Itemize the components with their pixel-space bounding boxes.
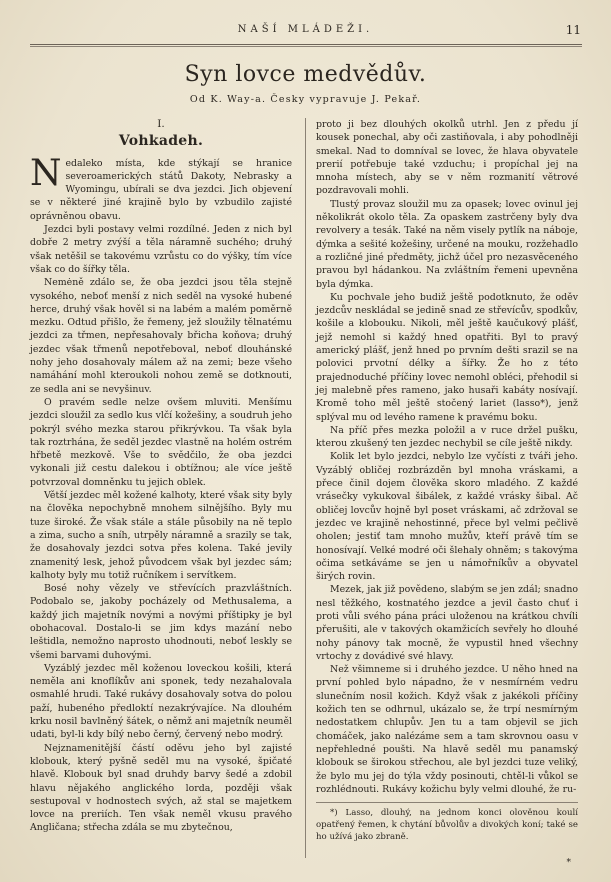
footnote: *) Lasso, dlouhý, na jednom konci olověnou koulí opatřený řemen, k chytání bůvolův a divokých koní; také se ho užívá jako zbraně.: [316, 808, 578, 843]
opening-paragraph: [30, 152, 292, 223]
paragraph: Nemėně zdálo se, že oba jezdci jsou těla stejně vysokého, neboť menší z nich seděl na vysoké hubené herce, druhý však hověl si na labém a malém poměrně mezku. Odtud přišlo, že řemeny, jež sloužily tělnatému jezdci za třmen, nepřesahovaly břicha koňova; druhý jezdec však třmenů nepotřeboval, neboť dlouhánské nohy jeho dosahovaly málem až na zemi; beze všeho namáhání mohl kteroukoli nohou země se dotknouti, ze sedla ani se nevyšinuv.: [30, 277, 292, 395]
paragraph: O pravém sedle nelze ovšem mluviti. Menšímu jezdci sloužil za sedlo kus vlčí kožešiny, a soudruh jeho pokrýl svého mezka starou přikrývkou. Ta však byla tak roztrhána, že seděl jezdec vlastně na holém ostrém hřbetě mezkově. Vše to svědčilo, že oba jezdci vykonali již cestu dalekou i obtížnou; ale více ještě potvrzoval domněnku tu jejich oblek.: [30, 396, 292, 488]
paragraph: Mezek, jak již povědeno, slabým se jen zdál; snadno nesl těžkého, kostnatého jezdce a jevil často chuť i proti vůli svého pána práci uloženou na krátkou chvíli přerušiti, ale v takových okamžicích sevřely ho dlouhé nohy pánovy tak mocně, že vypustil hned všechny vrtochy z dovádivé své hlavy.: [316, 584, 578, 662]
paragraph: Kolik let bylo jezdci, nebylo lze vyčísti z tváři jeho. Vyzáblý obličej rozbrázděn byl mnoha vráskami, a přece činil dojem člověka skoro mladého. Z každé vrásečky vykukoval šibálek, z každé vrásky šibal. Ač obličej lovcův hojně byl poset vráskami, ač zdržoval se jezdec ve krajině nehostinné, přece byl velmi pečlivě oholen; jestiť tam mnoho mužův, kteří právě tím se honosívají. Velké modré oči šlehaly ohněm; s takovýma očima setkáváme se jen u námořníkův a obyvatel širých rovin.: [316, 451, 578, 583]
opening-paragraph-text: edaleko místa, kde stýkají se hranice severoamerických států Dakoty, Nebrasky a Wyomingu, ubírali se dva jezdci. Jich objevení se v některé jiné krajině bylo by vzbudilo zajisté oprávněnou obavu.: [30, 157, 292, 222]
header-rule-secondary: [30, 46, 582, 47]
footnote-rule: [316, 802, 578, 803]
paragraph: Bosé nohy vězely ve střevících prazvláštních. Podobalo se, jakoby pocházely od Methusalema, a každý jich majetník novými a novými příštipky je byl obohacoval. Dostalo-li se jim kdys mazání nebo leštidla, nemožno naprosto uhodnouti, neboť leskly se všemi barvami duhovými.: [30, 583, 292, 661]
chapter-title: Vohkadeh.: [118, 133, 204, 150]
paragraph-continued: proto ji bez dlouhých okolků utrhl. Jen z předu jí kousek ponechal, aby oči zastiňovala, i aby pohodlněji smekal. Nad to domníval se lovec, že hlava obyvatele prerií potřebuje také vzduchu; i propíchal jej na mnoha místech, aby se v něm rozmanití větrové pozdravovali mohli.: [316, 119, 578, 197]
right-column: [316, 118, 578, 843]
paragraph: Ku pochvale jeho budiž ještě podotknuto, že oděv jezdcův neskládal se jedině snad ze střevícův, spodkův, košile a klobouku. Nikoli, měl ještě kaučukový plášť, jejž nemohl si každý hned opatřiti. Byl to pravý americký plášť, jenž hned po prvním dešti srazil se na polovici prvotní délky a šířky. Že ho z této prajednoduché příčiny lovec nemohl obléci, přehodil si jej malebně přes rameno, jako husaři kabáty nosívají. Kromě toho měl ještě stočený lariet (lasso*), jenž splýval mu od levého ramene k pravému boku.: [316, 291, 578, 423]
paragraph: Nejznamenitější částí oděvu jeho byl zajisté klobouk, který pyšně seděl mu na vysoké, špičaté hlavě. Klobouk byl snad druhdy barvy šedé a zdobil hlavu nějakého anglického lorda, později však sestupoval v hodnostech svých, až stal se majetkem lovce na preriích. Ten však neměl vkusu pravého Angličana; střecha zdála se mu zbytečnou,: [30, 742, 292, 834]
story-title: Syn lovce medvědův.: [184, 62, 427, 87]
left-column: [30, 118, 292, 835]
paragraph: Jezdci byli postavy velmi rozdílné. Jeden z nich byl dobře 2 metry zvýší a těla náramně suchého; druhý však netěšil se takovému vzrůstu co do výšky, tím více však co do šířky těla.: [30, 224, 292, 275]
header-rule: [30, 44, 582, 45]
drop-cap: N: [30, 152, 62, 194]
running-title: NAŠÍ MLÁDEŽI.: [237, 24, 374, 35]
column-divider: [305, 118, 306, 858]
paragraph: Větší jezdec měl kožené kalhoty, které však sity byly na člověka nepochybně mnohem silnějšího. Byly mu tuze široké. Že však stále a stále působily na ně teplo a zima, sucho a sníh, utrpěly náramně a srazily se tak, že dosahovaly jezdci sotva přes kolena. Také jevily znamenitý lesk, jehož původcem však byl jezdec sám; kalhoty byly mu totiž ručníkem i servítkem.: [30, 490, 292, 581]
page-number: 11: [565, 23, 581, 37]
running-header: [0, 24, 611, 40]
paragraph: Na příč přes mezka položil a v ruce držel pušku, kterou zkušený ten jezdec nechybil se cíle ještě nikdy.: [316, 424, 578, 450]
paragraph: Tlustý provaz sloužil mu za opasek; lovec ovinul jej několikrát okolo těla. Za opaskem zastrčeny byly dva revolvery a tesák. Také na něm visely pytlík na náboje, dýmka a sešité kožešiny, určené na mouku, rozžehadlo a rozličné jiné předměty, jichž účel pro nezasvěceného pravou byl hádankou. Na zvláštním řemeni upevněna byla dýmka.: [316, 198, 578, 290]
story-byline: Od K. Way-a. Česky vypravuje J. Pekař.: [189, 94, 422, 105]
paragraph: Vyzáblý jezdec měl koženou loveckou košili, která neměla ani knoflíkův ani sponek, tedy nezahalovala osmahlé hrudi. Také rukávy dosahovaly sotva do polou paží, hubeného předloktí nezakrývajíce. Na dlouhém krku nosil bavlněný šátek, o němž ani majetník neuměl udati, byl-li kdy bílý nebo černý, červený nebo modrý.: [30, 662, 292, 741]
chapter-number: I.: [157, 118, 165, 130]
paragraph: Než všimneme si i druhého jezdce. U něho hned na první pohled bylo nápadno, že v nesmírném vedru slunečním nosil kožich. Když však z jakékoli příčiny kožich ten se odhrnul, ukázalo se, že trpí nesmírným nedostatkem chlupův. Jen tu a tam objevil se jich chomáček, jako nalézáme sem a tam skrovnou oasu v nepřehledné poušti. Na hlavě seděl mu panamský klobouk se širokou střechou, ale byl jezdci tuze veliký, že bylo mu jej do týla vždy posinouti, chtěl-li vůkol se rozhlédnouti. Rukávy kožichu byly velmi dlouhé, že ru-: [316, 664, 578, 795]
signature-mark: *: [566, 858, 571, 868]
